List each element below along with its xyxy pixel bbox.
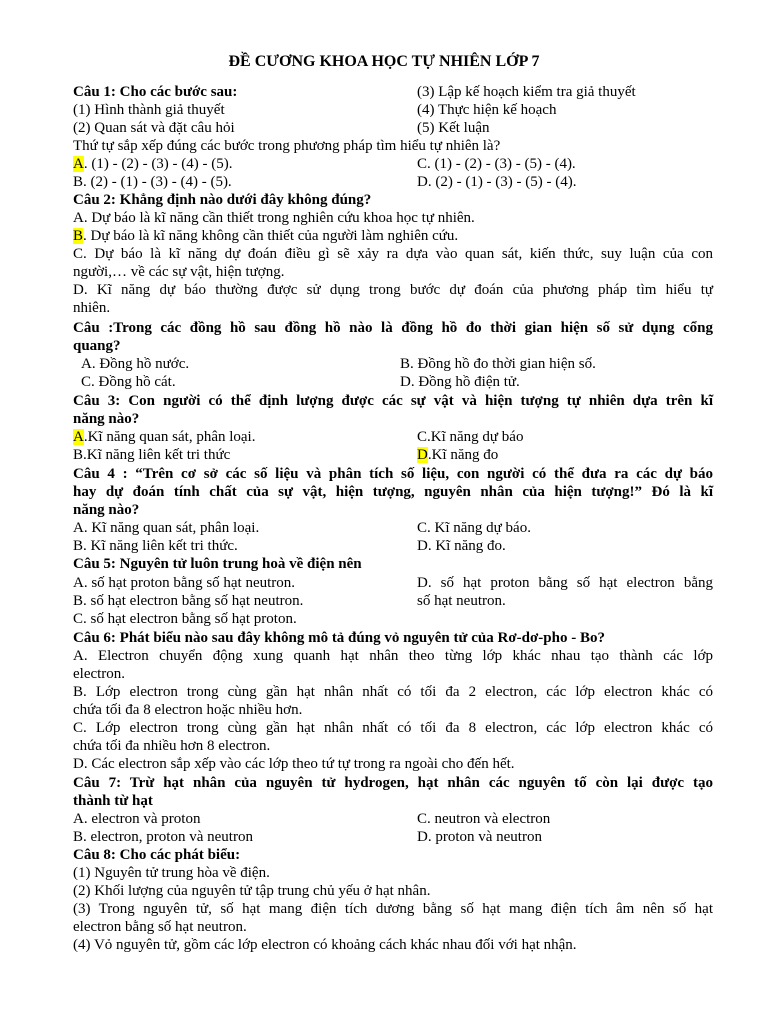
question-7-option-b: B. electron, proton và neutron <box>73 829 253 845</box>
question-1-option-c: C. (1) - (2) - (3) - (5) - (4). <box>417 156 576 172</box>
question-8-heading: Câu 8: Cho các phát biểu: <box>73 847 241 863</box>
question-3-heading-line-1: Câu 3: Con người có thể định lượng được các sự vật và hiện tượng tự nhiên dựa trên kĩ <box>73 393 713 409</box>
question-7-heading-line-2: thành từ hạt <box>73 793 153 809</box>
question-1-heading: Câu 1: Cho các bước sau: <box>73 84 238 100</box>
question-7-option-c: C. neutron và electron <box>417 811 551 827</box>
question-4-option-c: C. Kĩ năng dự báo. <box>417 520 531 536</box>
question-7-option-d: D. proton và neutron <box>417 829 542 845</box>
question-3-heading-line-2: năng nào? <box>73 411 140 427</box>
question-3-option-b: B.Kĩ năng liên kết tri thức <box>73 447 231 463</box>
question-1-step-1: (1) Hình thành giả thuyết <box>73 102 225 118</box>
answer-highlight: D <box>417 447 428 463</box>
question-clock-option-b: B. Đồng hồ đo thời gian hiện số. <box>400 356 596 372</box>
question-clock-option-d: D. Đồng hồ điện tử. <box>400 374 520 390</box>
answer-highlight: A <box>73 156 84 172</box>
question-2-option-c-line-2: người,… về các sự vật, hiện tượng. <box>73 264 285 280</box>
question-6-heading: Câu 6: Phát biểu nào sau đây không mô tả đúng vỏ nguyên tử của Rơ-dơ-pho - Bo? <box>73 630 605 646</box>
question-6-option-c-line-1: C. Lớp electron trong cùng gần hạt nhân nhất có tối đa 8 electron, các lớp electron khác có <box>73 720 713 736</box>
question-1-step-3: (3) Lập kế hoạch kiểm tra giả thuyết <box>417 84 636 100</box>
question-3-option-a: A.Kĩ năng quan sát, phân loại. <box>73 429 256 445</box>
question-1-step-5: (5) Kết luận <box>417 120 490 136</box>
question-clock-option-c: C. Đồng hồ cát. <box>81 374 176 390</box>
question-1-step-4: (4) Thực hiện kế hoạch <box>417 102 557 118</box>
question-4-option-d: D. Kĩ năng đo. <box>417 538 506 554</box>
question-3-option-d: D.Kĩ năng đo <box>417 447 499 463</box>
question-6-option-d: D. Các electron sắp xếp vào các lớp theo tứ tự trong ra ngoài cho đến hết. <box>73 756 515 772</box>
answer-highlight: A <box>73 429 84 445</box>
question-6-option-b-line-2: chứa tối đa 8 electron hoặc nhiều hơn. <box>73 702 303 718</box>
document-title: ĐỀ CƯƠNG KHOA HỌC TỰ NHIÊN LỚP 7 <box>228 53 540 70</box>
question-1-step-2: (2) Quan sát và đặt câu hỏi <box>73 120 235 136</box>
answer-highlight: B <box>73 228 84 244</box>
question-2-option-a: A. Dự báo là kĩ năng cần thiết trong nghiên cứu khoa học tự nhiên. <box>73 210 475 226</box>
question-7-heading-line-1: Câu 7: Trừ hạt nhân của nguyên tử hydrogen, hạt nhân các nguyên tố còn lại được tạo <box>73 775 713 791</box>
question-2-option-d-line-2: nhiên. <box>73 300 111 316</box>
question-6-option-c-line-2: chứa tối đa nhiều hơn 8 electron. <box>73 738 271 754</box>
question-4-heading-line-2: hay dự đoán tính chất của sự vật, hiện tượng, nguyên nhân của hiện tượng!” Đó là kĩ <box>73 484 713 500</box>
question-8-statement-3-line-2: electron bằng số hạt neutron. <box>73 919 247 935</box>
question-6-option-a-line-1: A. Electron chuyển động xung quanh hạt nhân theo từng lớp khác nhau tạo thành các lớp <box>73 648 713 664</box>
question-8-statement-1: (1) Nguyên tử trung hòa về điện. <box>73 865 270 881</box>
question-2-heading: Câu 2: Khẳng định nào dưới đây không đúng? <box>73 192 372 208</box>
question-7-option-a: A. electron và proton <box>73 811 201 827</box>
question-2-option-b: B. Dự báo là kĩ năng không cần thiết của người làm nghiên cứu. <box>73 228 459 244</box>
question-2-option-d-line-1: D. Kĩ năng dự báo thường được sử dụng trong bước dự đoán của phương pháp tìm hiểu tự <box>73 282 713 298</box>
question-1-option-a: A. (1) - (2) - (3) - (4) - (5). <box>73 156 233 172</box>
question-2-option-c-line-1: C. Dự báo là kĩ năng dự đoán điều gì sẽ xảy ra dựa vào quan sát, kiến thức, suy luận của con <box>73 246 713 262</box>
question-1-option-d: D. (2) - (1) - (3) - (5) - (4). <box>417 174 577 190</box>
question-3-option-c: C.Kĩ năng dự báo <box>417 429 524 445</box>
question-4-option-a: A. Kĩ năng quan sát, phân loại. <box>73 520 260 536</box>
question-5-option-d-line-2: số hạt neutron. <box>417 593 506 609</box>
question-clock-heading-line-1: Câu :Trong các đồng hồ sau đồng hồ nào là đồng hồ đo thời gian hiện số sử dụng cổng <box>73 320 713 336</box>
question-4-option-b: B. Kĩ năng liên kết tri thức. <box>73 538 238 554</box>
question-1-option-b: B. (2) - (1) - (3) - (4) - (5). <box>73 174 232 190</box>
question-5-option-a: A. số hạt proton bằng số hạt neutron. <box>73 575 296 591</box>
question-5-option-b: B. số hạt electron bằng số hạt neutron. <box>73 593 304 609</box>
question-8-statement-2: (2) Khối lượng của nguyên tử tập trung chủ yếu ở hạt nhân. <box>73 883 431 899</box>
question-clock-option-a: A. Đồng hồ nước. <box>81 356 190 372</box>
question-5-option-d-line-1: D. số hạt proton bằng số hạt electron bằng <box>417 575 713 591</box>
question-4-heading-line-3: năng nào? <box>73 502 140 518</box>
question-5-heading: Câu 5: Nguyên tử luôn trung hoà về điện nên <box>73 556 362 572</box>
question-4-heading-line-1: Câu 4 : “Trên cơ sở các số liệu và phân tích số liệu, con người có thể đưa ra các dự báo <box>73 466 713 482</box>
question-5-option-c: C. số hạt electron bằng số hạt proton. <box>73 611 297 627</box>
question-1-stem: Thứ tự sắp xếp đúng các bước trong phương pháp tìm hiểu tự nhiên là? <box>73 138 501 154</box>
question-6-option-a-line-2: electron. <box>73 666 126 682</box>
question-clock-heading-line-2: quang? <box>73 338 121 354</box>
question-8-statement-4: (4) Vỏ nguyên tử, gồm các lớp electron có khoảng cách khác nhau đối với hạt nhận. <box>73 937 577 953</box>
question-6-option-b-line-1: B. Lớp electron trong cùng gần hạt nhân nhất có tối đa 2 electron, các lớp electron khác có <box>73 684 713 700</box>
question-8-statement-3-line-1: (3) Trong nguyên tử, số hạt mang điện tích dương bằng số hạt mang điện tích âm nên số hạt <box>73 901 713 917</box>
